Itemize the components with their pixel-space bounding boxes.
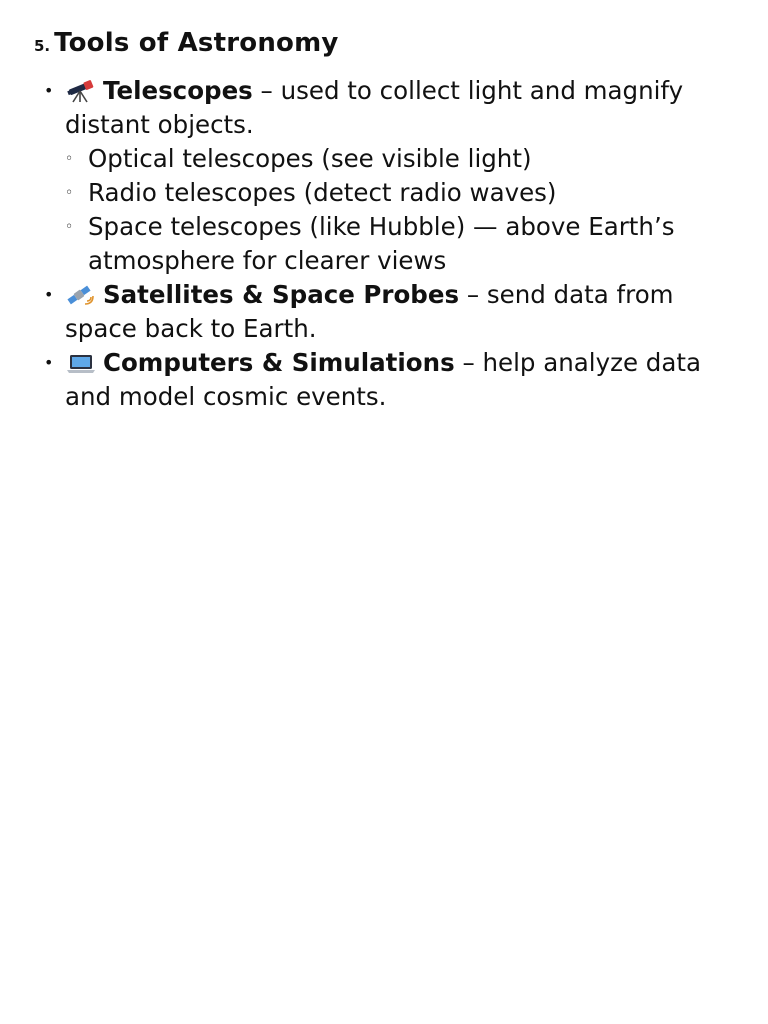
section-title: Tools of Astronomy — [54, 28, 339, 58]
item-description: – help analyze data and model cosmic events. — [65, 348, 701, 411]
telescope-types-list — [65, 142, 738, 278]
tools-list — [0, 74, 768, 414]
laptop-icon — [65, 351, 97, 375]
sub-item-text: Space telescopes (like Hubble) — above Earth’s atmosphere for clearer views — [88, 212, 675, 275]
sub-item-text: Optical telescopes (see visible light) — [88, 144, 532, 173]
list-item-satellites — [0, 278, 768, 346]
bullet: • — [44, 81, 54, 100]
sub-bullet: ◦ — [65, 185, 74, 201]
item-description: – used to collect light and magnify distant objects. — [65, 76, 684, 139]
item-label: Telescopes — [103, 76, 253, 105]
list-item-computers — [0, 346, 768, 414]
sub-item-space — [65, 210, 738, 278]
sub-bullet: ◦ — [65, 151, 74, 167]
item-label: Computers & Simulations — [103, 348, 455, 377]
bullet: • — [44, 285, 54, 304]
bullet: • — [44, 353, 54, 372]
sub-item-optical — [65, 142, 738, 176]
list-item-telescopes — [0, 74, 768, 278]
sub-bullet: ◦ — [65, 219, 74, 235]
sub-item-text: Radio telescopes (detect radio waves) — [88, 178, 557, 207]
section-number: 5. — [34, 37, 51, 55]
sub-item-radio — [65, 176, 738, 210]
telescope-icon — [65, 79, 97, 103]
satellite-icon — [65, 283, 97, 307]
item-description: – send data from space back to Earth. — [65, 280, 674, 343]
section-heading — [34, 28, 339, 58]
item-label: Satellites & Space Probes — [103, 280, 460, 309]
